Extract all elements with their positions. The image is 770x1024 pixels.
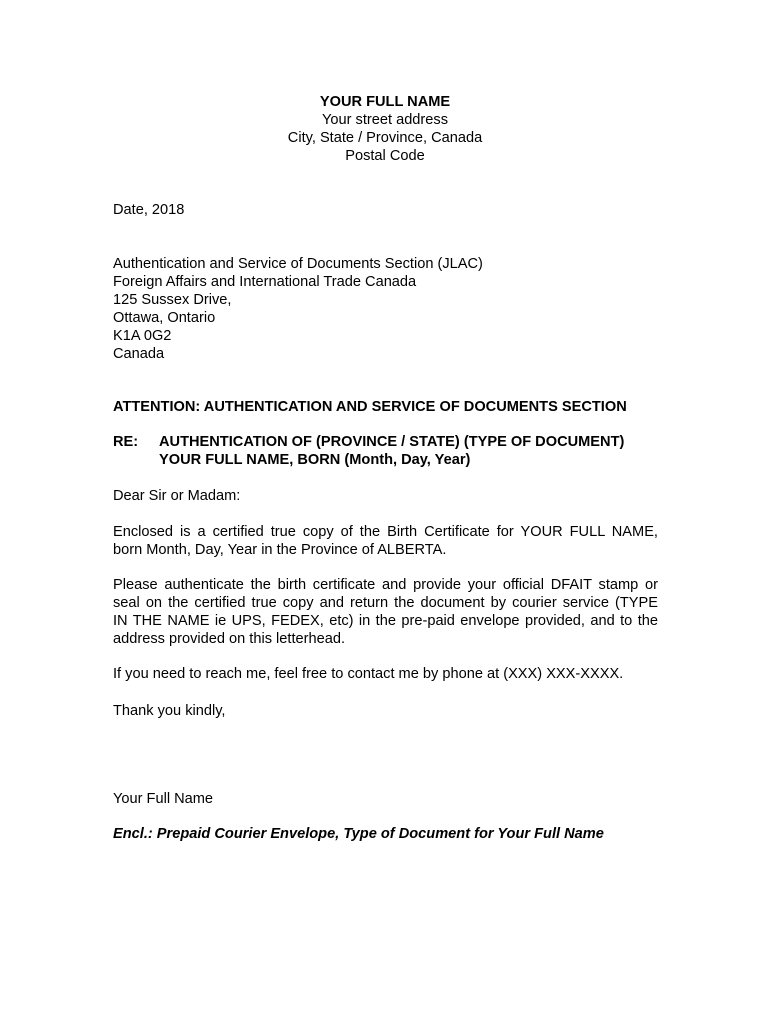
re-label: RE: xyxy=(113,434,139,450)
signature-name: Your Full Name xyxy=(113,791,214,807)
enclosure-line: Encl.: Prepaid Courier Envelope, Type of Document for Your Full Name xyxy=(113,826,604,842)
recipient-line-3: 125 Sussex Drive, xyxy=(113,292,232,308)
closing: Thank you kindly, xyxy=(113,703,226,719)
recipient-address xyxy=(113,255,658,363)
attention-line-block xyxy=(113,398,658,416)
re-line-1: AUTHENTICATION OF (PROVINCE / STATE) (TYPE OF DOCUMENT) xyxy=(159,434,625,450)
salutation: Dear Sir or Madam: xyxy=(113,488,241,504)
paragraph-authenticate-line-1: Please authenticate the birth certificate and provide your official DFAIT stamp or xyxy=(113,577,658,593)
recipient-line-5: K1A 0G2 xyxy=(113,328,172,344)
letter-date-block xyxy=(113,201,658,219)
sender-street: Your street address xyxy=(321,112,448,128)
sender-name: YOUR FULL NAME xyxy=(319,94,451,110)
paragraph-enclosed-line-2: born Month, Day, Year in the Province of ALBERTA. xyxy=(113,542,447,558)
closing-block xyxy=(113,702,658,720)
letter-date: Date, 2018 xyxy=(113,202,185,218)
paragraph-authenticate-line-4: address provided on this letterhead. xyxy=(113,631,346,647)
paragraph-authenticate-line-3: IN THE NAME ie UPS, FEDEX, etc) in the pre-paid envelope provided, and to the xyxy=(113,613,658,629)
paragraph-authenticate-line-2: seal on the certified true copy and return the document by courier service (TYPE xyxy=(113,595,658,611)
sender-city: City, State / Province, Canada xyxy=(287,130,483,146)
recipient-line-6: Canada xyxy=(113,346,165,362)
salutation-block xyxy=(113,487,658,505)
attention-line: ATTENTION: AUTHENTICATION AND SERVICE OF DOCUMENTS SECTION xyxy=(113,399,627,415)
recipient-line-4: Ottawa, Ontario xyxy=(113,310,216,326)
sender-postal: Postal Code xyxy=(345,148,425,164)
letterhead xyxy=(0,93,770,165)
signature-block xyxy=(113,790,658,808)
paragraph-enclosed xyxy=(113,523,658,559)
paragraph-contact-block xyxy=(113,665,658,683)
recipient-line-1: Authentication and Service of Documents Section (JLAC) xyxy=(113,256,483,272)
paragraph-enclosed-line-1: Enclosed is a certified true copy of the Birth Certificate for YOUR FULL NAME, xyxy=(113,524,658,540)
paragraph-authenticate xyxy=(113,576,658,648)
paragraph-contact: If you need to reach me, feel free to contact me by phone at (XXX) XXX-XXXX. xyxy=(113,666,624,682)
enclosure-block xyxy=(113,825,658,843)
re-line-2: YOUR FULL NAME, BORN (Month, Day, Year) xyxy=(159,452,471,468)
re-block xyxy=(113,433,658,469)
recipient-line-2: Foreign Affairs and International Trade Canada xyxy=(113,274,417,290)
